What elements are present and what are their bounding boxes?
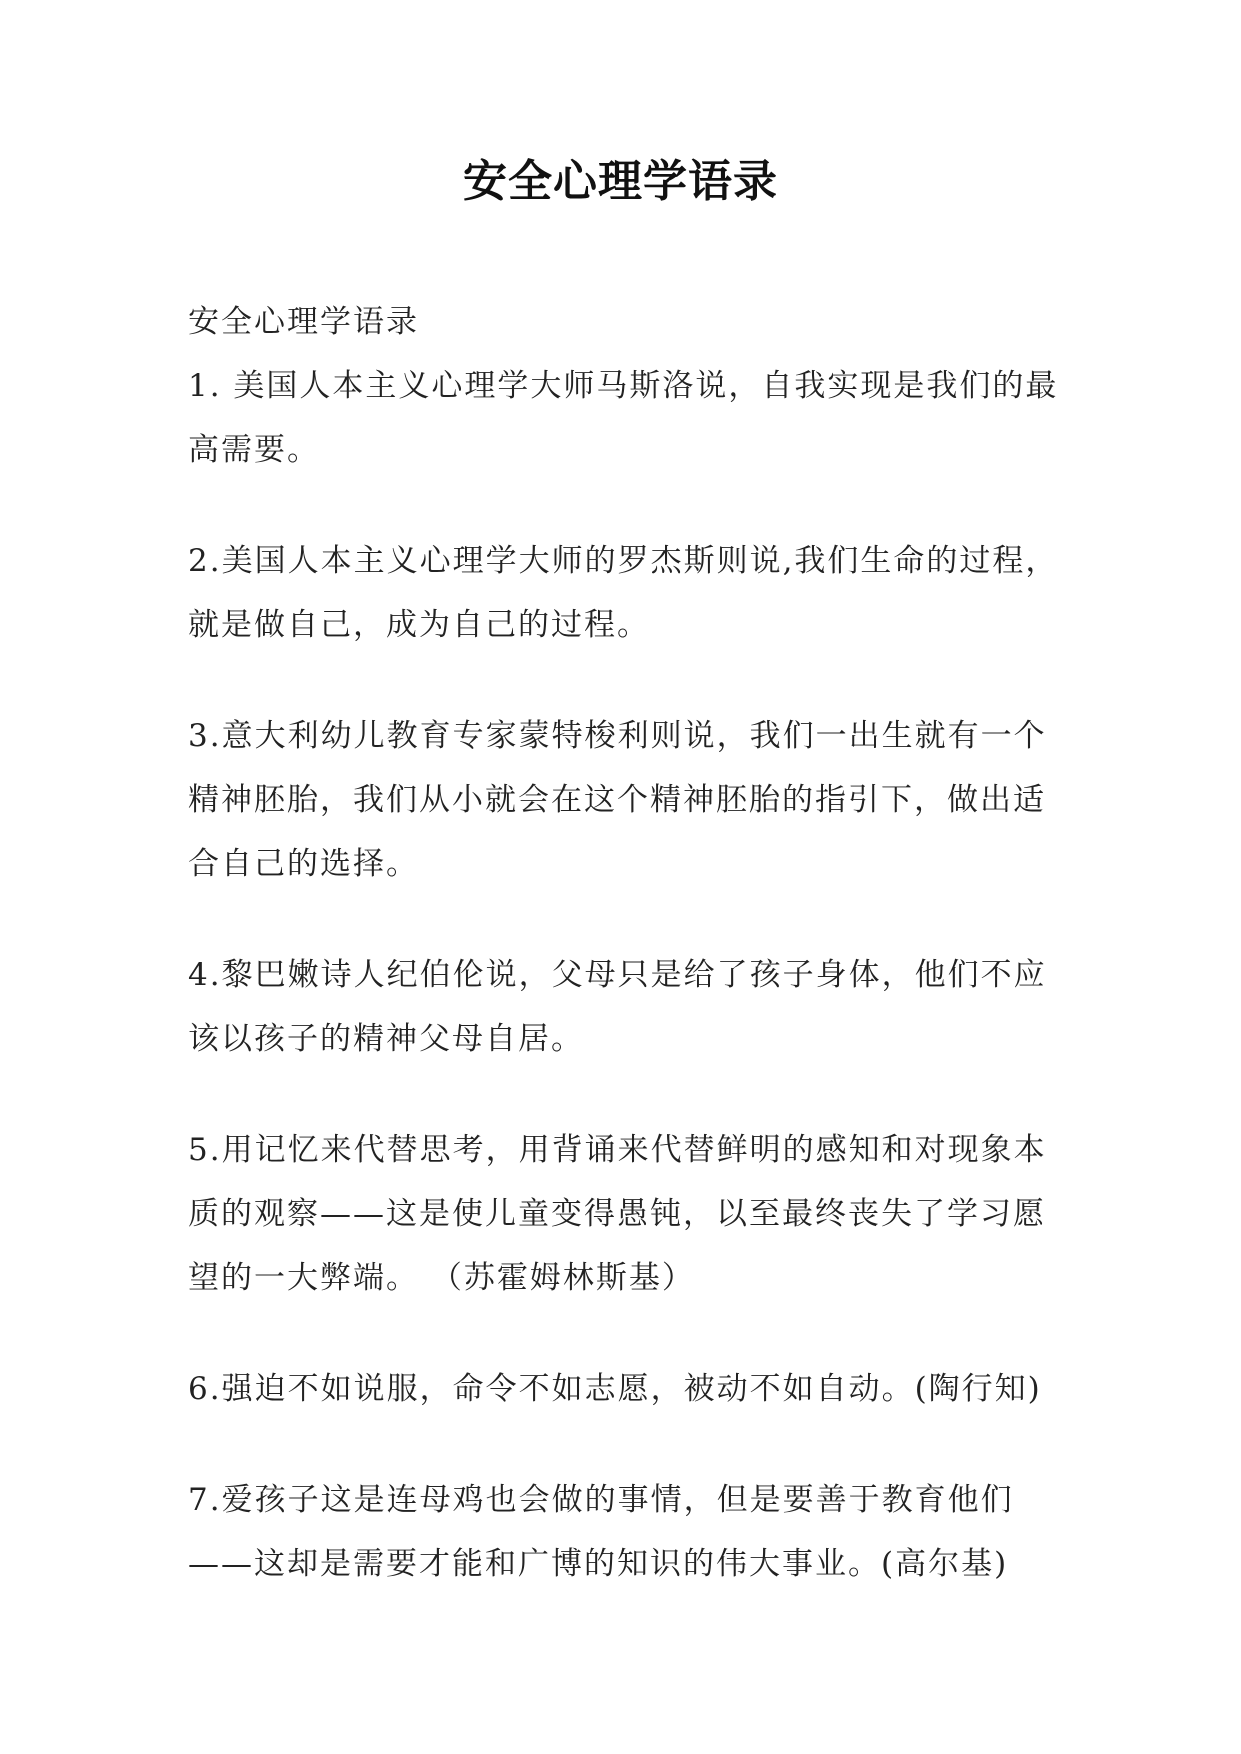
- quote-paragraph: 6.强迫不如说服，命令不如志愿，被动不如自动。(陶行知): [188, 1371, 1042, 1407]
- document-title: 安全心理学语录: [463, 156, 778, 207]
- quote-paragraph: 1. 美国人本主义心理学大师马斯洛说，自我实现是我们的最高需要。: [188, 368, 1059, 468]
- quote-paragraph: 2.美国人本主义心理学大师的罗杰斯则说,我们生命的过程，就是做自己，成为自己的过程。: [188, 543, 1059, 643]
- quote-paragraph: 4.黎巴嫩诗人纪伯伦说，父母只是给了孩子身体，他们不应该以孩子的精神父母自居。: [188, 957, 1047, 1057]
- quote-paragraph: 5.用记忆来代替思考，用背诵来代替鲜明的感知和对现象本质的观察——这是使儿童变得愚钝，以至最终丧失了学习愿望的一大弊端。 （苏霍姆林斯基）: [188, 1132, 1047, 1296]
- quote-paragraph: 3.意大利幼儿教育专家蒙特梭利则说，我们一出生就有一个精神胚胎，我们从小就会在这个精神胚胎的指引下，做出适合自己的选择。: [188, 718, 1047, 882]
- body-heading: 安全心理学语录: [188, 304, 419, 340]
- document-body: [188, 290, 1068, 1596]
- quote-paragraph: 7.爱孩子这是连母鸡也会做的事情，但是要善于教育他们——这却是需要才能和广博的知识的伟大事业。(高尔基): [188, 1482, 1014, 1582]
